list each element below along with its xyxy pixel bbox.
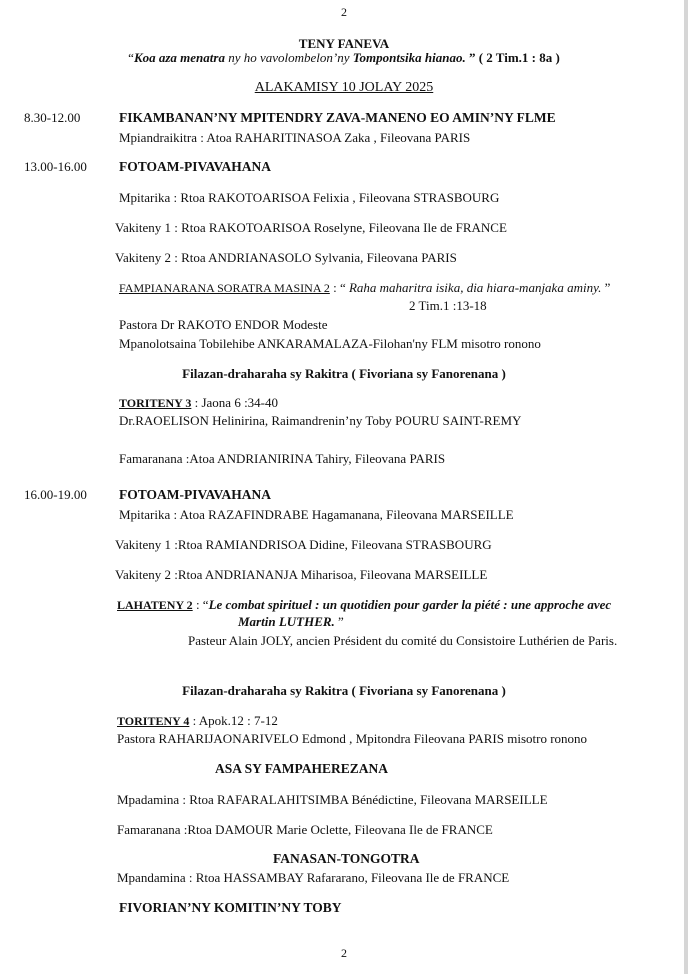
lecture-sep: : “ (329, 280, 349, 295)
mpadamina: Mpadamina : Rtoa RAFARALAHITSIMBA Bénédictine, Fileovana MARSEILLE (117, 792, 548, 807)
toriteny-3-speaker: Dr.RAOELISON Helinirina, Raimandrenin’ny Toby POURU SAINT-REMY (119, 413, 522, 428)
vakiteny-2-2: Vakiteny 2 : Rtoa ANDRIANASOLO Sylvania, Fileovana PARIS (115, 250, 457, 265)
vakiteny-3-1: Vakiteny 1 :Rtoa RAMIANDRISOA Didine, Fileovana STRASBOURG (115, 537, 492, 552)
lahateny-title-2: Martin LUTHER. (238, 614, 335, 629)
quote-close: ” ( 2 Tim.1 : 8a ) (465, 50, 560, 65)
lecture-title: Raha maharitra isika, dia hiara-manjaka aminy. (348, 280, 602, 295)
toriteny-4-label: TORITENY 4 (117, 714, 190, 728)
toriteny-3-line (119, 395, 278, 411)
toriteny-3-label: TORITENY 3 (119, 396, 192, 410)
page-number-top: 2 (341, 5, 347, 19)
pastor-2: Pastora Dr RAKOTO ENDOR Modeste (119, 317, 328, 332)
mpandamina: Mpandamina : Rtoa HASSAMBAY Rafararano, Fileovana Ile de FRANCE (117, 870, 510, 885)
lahateny-close: ” (334, 614, 344, 629)
lahateny-line (117, 597, 611, 613)
lahateny-speaker: Pasteur Alain JOLY, ancien Président du comité du Consistoire Luthérien de Paris. (188, 633, 618, 648)
lecture-reference: 2 Tim.1 :13-18 (409, 298, 487, 313)
filazana-3: Filazan-draharaha sy Rakitra ( Fivoriana sy Fanorenana ) (182, 683, 506, 698)
famaranana-2: Famaranana :Atoa ANDRIANIRINA Tahiry, Fileovana PARIS (119, 451, 446, 466)
page-number-bottom: 2 (341, 946, 347, 960)
section-3-title: FOTOAM-PIVAVAHANA (119, 487, 272, 502)
lahateny-label: LAHATENY 2 (117, 598, 193, 612)
lahateny-sep: : “ (192, 597, 209, 612)
mpitarika-2: Mpitarika : Rtoa RAKOTOARISOA Felixia , Fileovana STRASBOURG (119, 190, 500, 205)
toriteny-4-line (117, 713, 278, 729)
date-heading: ALAKAMISY 10 JOLAY 2025 (254, 80, 434, 95)
page-edge-shadow (684, 0, 688, 974)
section-6-title: FIVORIAN’NY KOMITIN’NY TOBY (119, 900, 342, 915)
lecture-line (119, 280, 610, 296)
toriteny-4-speaker: Pastora RAHARIJAONARIVELO Edmond , Mpitondra Fileovana PARIS misotro ronono (117, 731, 588, 746)
famaranana-4: Famaranana :Rtoa DAMOUR Marie Oclette, Fileovana Ile de FRANCE (117, 822, 493, 837)
toriteny-3-ref: : Jaona 6 :34-40 (191, 395, 279, 410)
quote-bold-2: Tompontsika hianao. (352, 50, 466, 65)
quote-open: “ (128, 50, 134, 65)
section-5-title: FANASAN-TONGOTRA (273, 851, 420, 866)
section-2-title: FOTOAM-PIVAVAHANA (119, 159, 272, 174)
vakiteny-2-1: Vakiteny 1 : Rtoa RAKOTOARISOA Roselyne, Fileovana Ile de FRANCE (115, 220, 507, 235)
toriteny-4-ref: : Apok.12 : 7-12 (189, 713, 278, 728)
theme-quote (0, 50, 688, 65)
time-slot-3: 16.00-19.00 (24, 487, 87, 502)
section-4-title: ASA SY FAMPAHEREZANA (215, 761, 389, 776)
filazana-2: Filazan-draharaha sy Rakitra ( Fivoriana sy Fanorenana ) (182, 366, 506, 381)
mpitarika-3: Mpitarika : Atoa RAZAFINDRABE Hagamanana, Fileovana MARSEILLE (119, 507, 514, 522)
theme-title: TENY FANEVA (298, 36, 390, 51)
quote-bold-1: Koa aza menatra (133, 50, 225, 65)
lecture-label: FAMPIANARANA SORATRA MASINA 2 (119, 281, 330, 295)
time-slot-1: 8.30-12.00 (24, 110, 81, 125)
lahateny-title-1: Le combat spirituel : un quotidien pour garder la piété : une approche avec (208, 597, 612, 612)
lecture-close: ” (601, 280, 611, 295)
time-slot-2: 13.00-16.00 (24, 159, 87, 174)
section-1-title: FIKAMBANAN’NY MPITENDRY ZAVA-MANENO EO AMIN’NY FLME (119, 110, 556, 125)
vakiteny-3-2: Vakiteny 2 :Rtoa ANDRIANANJA Miharisoa, Fileovana MARSEILLE (115, 567, 488, 582)
lahateny-line-2 (238, 614, 344, 629)
quote-mid: ny ho vavolombelon’ny (224, 50, 353, 65)
mpanolotsaina: Mpanolotsaina Tobilehibe ANKARAMALAZA-Filohan'ny FLM misotro ronono (119, 336, 541, 351)
section-1-line: Mpiandraikitra : Atoa RAHARITINASOA Zaka , Fileovana PARIS (119, 130, 471, 145)
